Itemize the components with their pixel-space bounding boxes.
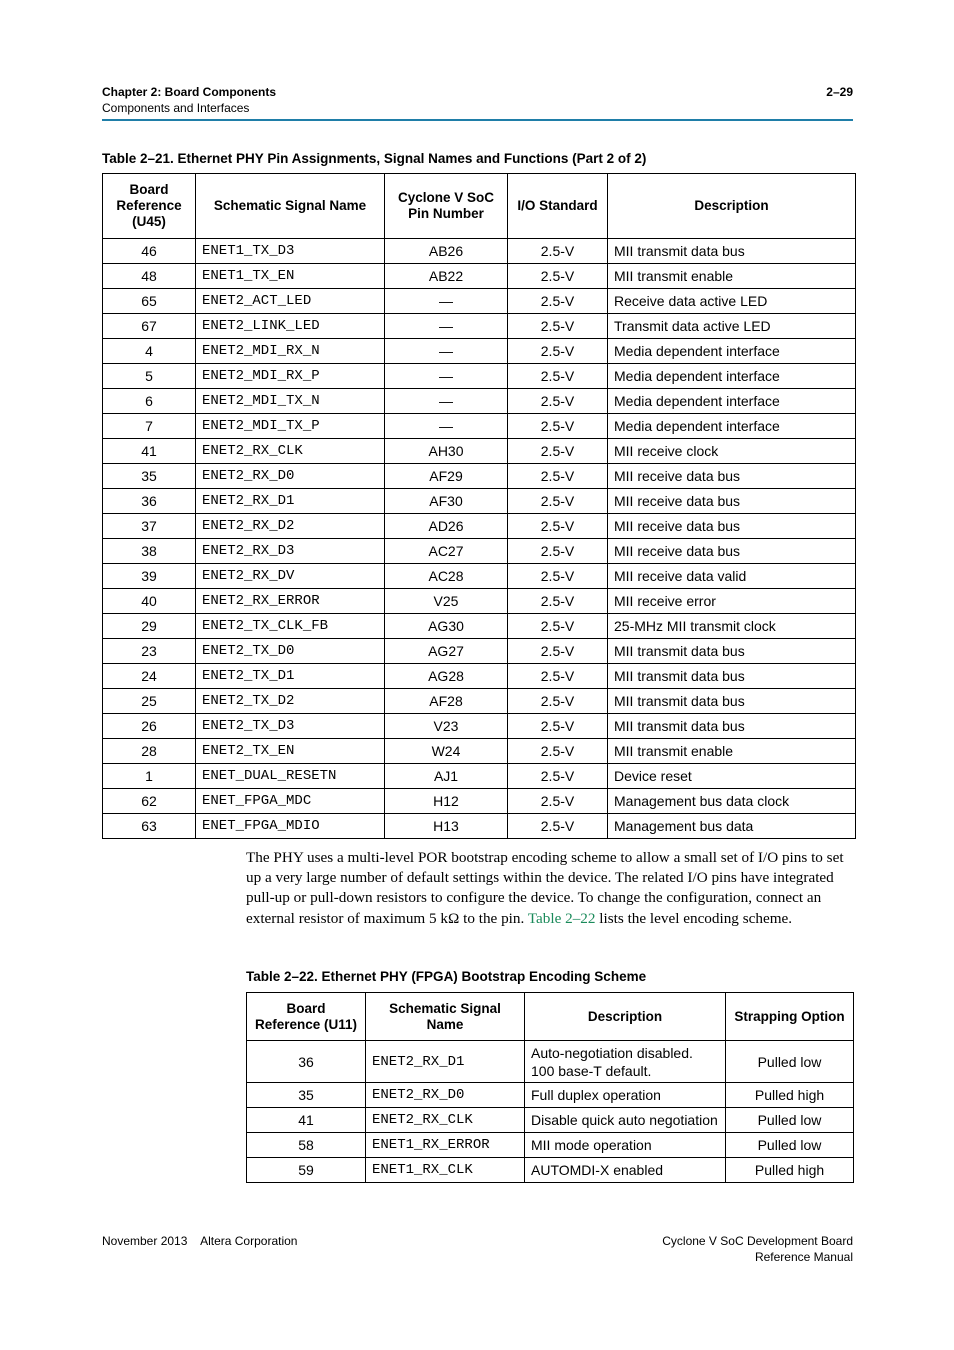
table-cell: MII receive clock <box>608 439 856 464</box>
table-cell: ENET2_ACT_LED <box>196 289 385 314</box>
footer-doc-subtitle: Reference Manual <box>754 1250 853 1264</box>
table-cell: 25-MHz MII transmit clock <box>608 614 856 639</box>
table-cell: Management bus data clock <box>608 789 856 814</box>
table-cell: ENET2_TX_EN <box>196 739 385 764</box>
footer-date: November 2013 <box>102 1234 188 1248</box>
table-row <box>103 614 856 639</box>
table-cell: 25 <box>103 689 196 714</box>
table-cell: AH30 <box>385 439 508 464</box>
table-cell: AF30 <box>385 489 508 514</box>
table-cell: 2.5-V <box>508 564 608 589</box>
table-cell: Receive data active LED <box>608 289 856 314</box>
table-cell: 2.5-V <box>508 489 608 514</box>
table-cell: Auto-negotiation disabled. 100 base-T default. <box>525 1041 726 1083</box>
table-cell: 29 <box>103 614 196 639</box>
footer-doc-title: Cyclone V SoC Development Board <box>662 1234 853 1248</box>
table-cell: AB26 <box>385 239 508 264</box>
table-cell: 48 <box>103 264 196 289</box>
table-cell: MII receive data bus <box>608 514 856 539</box>
table-cell: — <box>385 289 508 314</box>
table-row <box>103 264 856 289</box>
table-cell: 67 <box>103 314 196 339</box>
table-cell: ENET2_TX_D0 <box>196 639 385 664</box>
table-cell: Pulled low <box>726 1108 854 1133</box>
table-cell: MII transmit data bus <box>608 664 856 689</box>
table-cell: — <box>385 414 508 439</box>
table-cell: 2.5-V <box>508 639 608 664</box>
table-cell: 2.5-V <box>508 789 608 814</box>
table-cell: — <box>385 389 508 414</box>
table-cell: MII transmit data bus <box>608 714 856 739</box>
table-cell: ENET1_RX_ERROR <box>366 1133 525 1158</box>
table-cell: ENET1_TX_D3 <box>196 239 385 264</box>
table-cell: AJ1 <box>385 764 508 789</box>
table-row <box>103 489 856 514</box>
table-cell: ENET_DUAL_RESETN <box>196 764 385 789</box>
table-cell: 2.5-V <box>508 814 608 839</box>
table-cell: MII transmit data bus <box>608 239 856 264</box>
table2-caption: Table 2–22. Ethernet PHY (FPGA) Bootstrap Encoding Scheme <box>246 969 647 984</box>
table-row <box>103 714 856 739</box>
table1-caption: Table 2–21. Ethernet PHY Pin Assignments, Signal Names and Functions (Part 2 of 2) <box>102 151 647 166</box>
table-cell: ENET2_TX_D1 <box>196 664 385 689</box>
table-cell: MII receive data valid <box>608 564 856 589</box>
table-cell: ENET_FPGA_MDC <box>196 789 385 814</box>
table-cell: 2.5-V <box>508 664 608 689</box>
table-cell: Media dependent interface <box>608 339 856 364</box>
table-row <box>103 314 856 339</box>
table-row <box>103 389 856 414</box>
table-row <box>103 364 856 389</box>
table-cell: 2.5-V <box>508 464 608 489</box>
table-cell: Media dependent interface <box>608 389 856 414</box>
table-cell: ENET2_MDI_TX_P <box>196 414 385 439</box>
chapter-title: Chapter 2: Board Components <box>102 85 277 99</box>
table-cell: 24 <box>103 664 196 689</box>
table-cell: 2.5-V <box>508 289 608 314</box>
column-header: Strapping Option <box>726 993 854 1041</box>
table-cell: — <box>385 314 508 339</box>
table-cell: MII receive data bus <box>608 539 856 564</box>
table-cell: ENET1_RX_CLK <box>366 1158 525 1183</box>
table-row <box>103 514 856 539</box>
table-cell: ENET2_RX_D1 <box>196 489 385 514</box>
table-row <box>247 1083 854 1108</box>
table-cell: 2.5-V <box>508 264 608 289</box>
column-header: Board Reference (U45) <box>103 174 196 239</box>
table-row <box>103 414 856 439</box>
table-cell: H12 <box>385 789 508 814</box>
table-cell: MII mode operation <box>525 1133 726 1158</box>
table-cell: 7 <box>103 414 196 439</box>
table-cell: ENET2_RX_D0 <box>196 464 385 489</box>
table-cell: AF29 <box>385 464 508 489</box>
table-cell: 28 <box>103 739 196 764</box>
table-cell: Disable quick auto negotiation <box>525 1108 726 1133</box>
table-cell: 4 <box>103 339 196 364</box>
table-cell: 2.5-V <box>508 339 608 364</box>
table-cell: ENET2_RX_CLK <box>366 1108 525 1133</box>
table-row <box>103 589 856 614</box>
table-cell: 35 <box>103 464 196 489</box>
table-cell: MII transmit enable <box>608 264 856 289</box>
table-cell: 35 <box>247 1083 366 1108</box>
table-cell: 6 <box>103 389 196 414</box>
table-row <box>103 664 856 689</box>
table-header-row <box>247 993 854 1041</box>
table-cell: Pulled high <box>726 1083 854 1108</box>
table-cell: 62 <box>103 789 196 814</box>
bootstrap-encoding-table <box>246 992 854 1183</box>
table-cell: Media dependent interface <box>608 414 856 439</box>
table-row <box>247 1158 854 1183</box>
table-cell: 2.5-V <box>508 439 608 464</box>
table-row <box>247 1108 854 1133</box>
table-row <box>103 739 856 764</box>
table-body <box>247 1041 854 1183</box>
table-row <box>103 539 856 564</box>
table-cell: V23 <box>385 714 508 739</box>
table-cell: MII transmit enable <box>608 739 856 764</box>
header-left <box>102 84 276 116</box>
column-header: Cyclone V SoC Pin Number <box>385 174 508 239</box>
footer-company: Altera Corporation <box>200 1234 298 1248</box>
table-cell: Device reset <box>608 764 856 789</box>
table-row <box>103 789 856 814</box>
table-cell: ENET2_RX_D3 <box>196 539 385 564</box>
table-cell: MII receive data bus <box>608 464 856 489</box>
table-cell: 2.5-V <box>508 689 608 714</box>
table-cell: Pulled low <box>726 1041 854 1083</box>
table-cell: 46 <box>103 239 196 264</box>
table-row <box>103 689 856 714</box>
table-cell: 2.5-V <box>508 314 608 339</box>
column-header: Schematic Signal Name <box>196 174 385 239</box>
table-row <box>247 1133 854 1158</box>
table-cell: AG28 <box>385 664 508 689</box>
table-cell: ENET2_RX_DV <box>196 564 385 589</box>
table-cell: ENET2_LINK_LED <box>196 314 385 339</box>
table-cell: 23 <box>103 639 196 664</box>
body-paragraph <box>246 848 852 929</box>
table-cell: ENET2_RX_D0 <box>366 1083 525 1108</box>
table-cell: 59 <box>247 1158 366 1183</box>
table-cell: Management bus data <box>608 814 856 839</box>
table-cell: 2.5-V <box>508 414 608 439</box>
table-cell: Pulled low <box>726 1133 854 1158</box>
page-footer-left <box>102 1233 297 1249</box>
table-cell: 63 <box>103 814 196 839</box>
table-cell: 5 <box>103 364 196 389</box>
table-header-row <box>103 174 856 239</box>
table-cell: 65 <box>103 289 196 314</box>
column-header: Schematic Signal Name <box>366 993 525 1041</box>
table-row <box>103 239 856 264</box>
table-cell: ENET2_TX_CLK_FB <box>196 614 385 639</box>
table-cell: 37 <box>103 514 196 539</box>
table-cross-reference-link[interactable]: Table 2–22 <box>527 909 596 927</box>
table-cell: MII receive error <box>608 589 856 614</box>
table-cell: ENET2_TX_D3 <box>196 714 385 739</box>
table-cell: ENET2_MDI_RX_N <box>196 339 385 364</box>
table-cell: ENET2_MDI_RX_P <box>196 364 385 389</box>
table-cell: W24 <box>385 739 508 764</box>
table-cell: V25 <box>385 589 508 614</box>
column-header: Board Reference (U11) <box>247 993 366 1041</box>
table-cell: AB22 <box>385 264 508 289</box>
header-rule <box>102 119 853 121</box>
table-cell: MII receive data bus <box>608 489 856 514</box>
table-cell: H13 <box>385 814 508 839</box>
table-cell: Full duplex operation <box>525 1083 726 1108</box>
table-cell: AD26 <box>385 514 508 539</box>
page-number: 2–29 <box>826 85 853 99</box>
table-cell: 2.5-V <box>508 614 608 639</box>
table-cell: ENET_FPGA_MDIO <box>196 814 385 839</box>
table-cell: — <box>385 364 508 389</box>
table-cell: 36 <box>103 489 196 514</box>
table-cell: ENET2_RX_ERROR <box>196 589 385 614</box>
table-row <box>103 464 856 489</box>
table-cell: 2.5-V <box>508 714 608 739</box>
table-cell: 38 <box>103 539 196 564</box>
table-cell: AUTOMDI-X enabled <box>525 1158 726 1183</box>
table-cell: 1 <box>103 764 196 789</box>
table-cell: 2.5-V <box>508 514 608 539</box>
table-cell: 2.5-V <box>508 539 608 564</box>
section-title: Components and Interfaces <box>102 101 250 115</box>
table-cell: AF28 <box>385 689 508 714</box>
table-cell: 2.5-V <box>508 764 608 789</box>
paragraph-text: The PHY uses a multi-level POR bootstrap encoding scheme to allow a small set of I/O pins to set up a very large number of default settings within the device. The related I/O pins have integrated pull-up or pull-down resistors to configure the device. To change the configuration, connect an external resistor of maximum 5 kΩ to the pin. <box>246 849 844 927</box>
table-cell: 41 <box>247 1108 366 1133</box>
table-row <box>103 339 856 364</box>
table-row <box>103 764 856 789</box>
paragraph-text-end: lists the level encoding scheme. <box>595 909 793 927</box>
table-cell: 2.5-V <box>508 364 608 389</box>
table-cell: ENET1_TX_EN <box>196 264 385 289</box>
table-body <box>103 239 856 839</box>
table-cell: Media dependent interface <box>608 364 856 389</box>
table-cell: AC27 <box>385 539 508 564</box>
table-cell: 2.5-V <box>508 739 608 764</box>
table-cell: AG27 <box>385 639 508 664</box>
table-cell: 2.5-V <box>508 239 608 264</box>
table-cell: ENET2_RX_D1 <box>366 1041 525 1083</box>
table-cell: AG30 <box>385 614 508 639</box>
table-row <box>103 289 856 314</box>
table-cell: 2.5-V <box>508 589 608 614</box>
table-cell: MII transmit data bus <box>608 639 856 664</box>
table-row <box>103 639 856 664</box>
table-row <box>103 564 856 589</box>
table-cell: 40 <box>103 589 196 614</box>
table-cell: 41 <box>103 439 196 464</box>
table-cell: ENET2_MDI_TX_N <box>196 389 385 414</box>
table-cell: 39 <box>103 564 196 589</box>
column-header: Description <box>608 174 856 239</box>
table-cell: ENET2_TX_D2 <box>196 689 385 714</box>
table-cell: MII transmit data bus <box>608 689 856 714</box>
table-cell: AC28 <box>385 564 508 589</box>
table-cell: 26 <box>103 714 196 739</box>
column-header: I/O Standard <box>508 174 608 239</box>
table-row <box>103 814 856 839</box>
table-cell: ENET2_RX_CLK <box>196 439 385 464</box>
table-cell: 58 <box>247 1133 366 1158</box>
column-header: Description <box>525 993 726 1041</box>
pin-assignment-table <box>102 173 856 839</box>
table-cell: ENET2_RX_D2 <box>196 514 385 539</box>
table-cell: Transmit data active LED <box>608 314 856 339</box>
table-cell: Pulled high <box>726 1158 854 1183</box>
table-cell: 36 <box>247 1041 366 1083</box>
table-row <box>247 1041 854 1083</box>
table-cell: — <box>385 339 508 364</box>
table-cell: 2.5-V <box>508 389 608 414</box>
table-row <box>103 439 856 464</box>
page-footer-right <box>662 1233 853 1265</box>
